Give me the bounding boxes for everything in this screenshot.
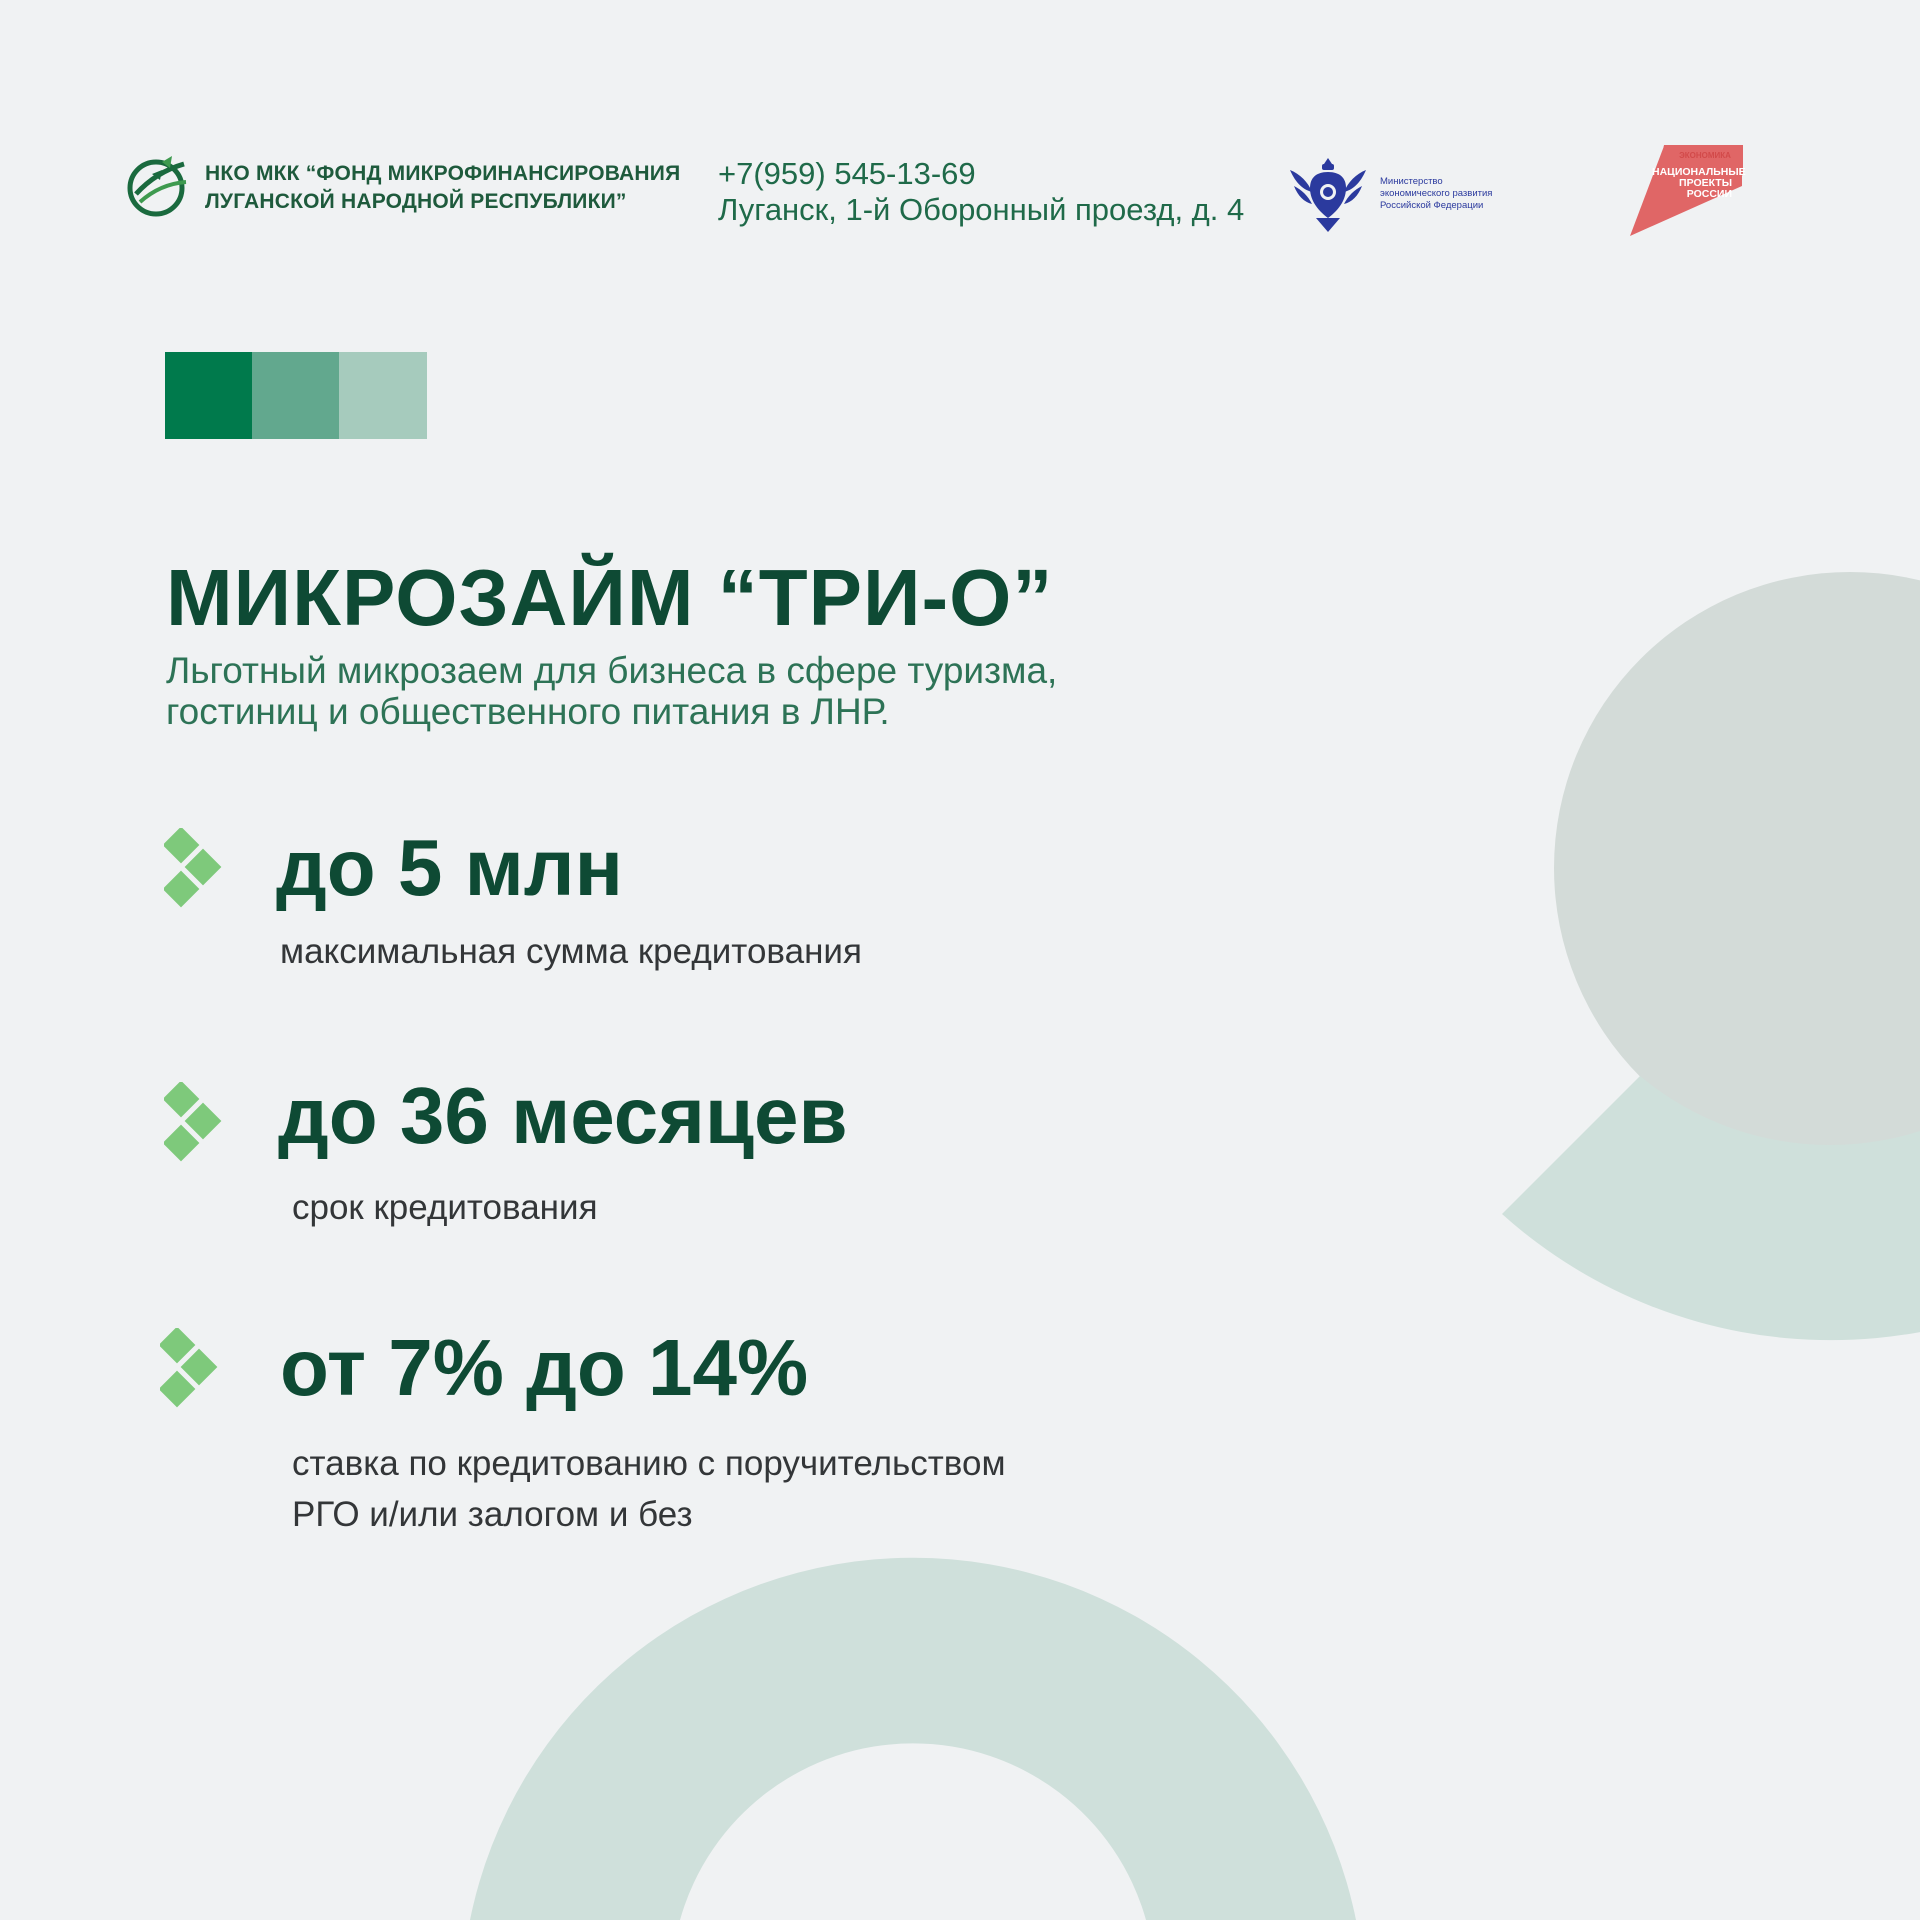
double-headed-eagle-icon bbox=[1286, 152, 1370, 234]
bg-gray-circle bbox=[1554, 572, 1920, 1164]
np-label bbox=[1652, 166, 1746, 200]
page-title: МИКРОЗАЙМ “ТРИ-О” bbox=[166, 553, 1054, 642]
subtitle-line1: Льготный микрозаем для бизнеса в сфере туризма, bbox=[166, 650, 1058, 691]
diamond-cluster-icon bbox=[164, 1082, 230, 1172]
np-top-label: ЭКОНОМИКА bbox=[1679, 151, 1731, 160]
ministry-name bbox=[1380, 176, 1492, 212]
diamond-cluster-icon bbox=[164, 828, 230, 918]
org-name-line2: ЛУГАНСКОЙ НАРОДНОЙ РЕСПУБЛИКИ” bbox=[205, 190, 627, 213]
ministry-line1: Министерство bbox=[1380, 176, 1443, 187]
address: Луганск, 1-й Оборонный проезд, д. 4 bbox=[718, 192, 1245, 227]
feature-desc-rate bbox=[292, 1438, 1006, 1540]
color-block-dark bbox=[165, 352, 253, 439]
feature-desc-term-line1: срок кредитования bbox=[292, 1188, 598, 1227]
feature-desc-amount bbox=[280, 926, 862, 977]
subtitle-line2: гостиниц и общественного питания в ЛНР. bbox=[166, 691, 890, 732]
feature-value-term: до 36 месяцев bbox=[278, 1071, 848, 1160]
feature-value-rate: от 7% до 14% bbox=[280, 1323, 809, 1412]
org-name-line1: НКО МКК “ФОНД МИКРОФИНАНСИРОВАНИЯ bbox=[205, 162, 681, 185]
color-block-mid bbox=[252, 352, 340, 439]
bg-bottom-arch bbox=[470, 1558, 1356, 1920]
feature-desc-rate-line2: РГО и/или залогом и без bbox=[292, 1495, 693, 1534]
feature-desc-term bbox=[292, 1182, 598, 1233]
org-name bbox=[205, 160, 680, 216]
diamond-cluster-icon bbox=[160, 1328, 226, 1418]
ministry-line2: экономического развития bbox=[1380, 188, 1493, 199]
feature-desc-rate-line1: ставка по кредитованию с поручительством bbox=[292, 1444, 1006, 1483]
contacts bbox=[718, 156, 1244, 228]
phone: +7(959) 545-13-69 bbox=[718, 156, 976, 191]
np-line3: РОССИИ bbox=[1686, 188, 1732, 200]
swirl-tree-logo-icon bbox=[126, 154, 190, 220]
np-line1: НАЦИОНАЛЬНЫЕ bbox=[1652, 166, 1746, 178]
color-block-light bbox=[339, 352, 427, 439]
feature-desc-amount-line1: максимальная сумма кредитования bbox=[280, 932, 862, 971]
page-subtitle bbox=[166, 650, 1266, 732]
ministry-line3: Российской Федерации bbox=[1380, 200, 1484, 211]
np-line2: ПРОЕКТЫ bbox=[1679, 177, 1732, 189]
feature-value-amount: до 5 млн bbox=[276, 823, 623, 912]
